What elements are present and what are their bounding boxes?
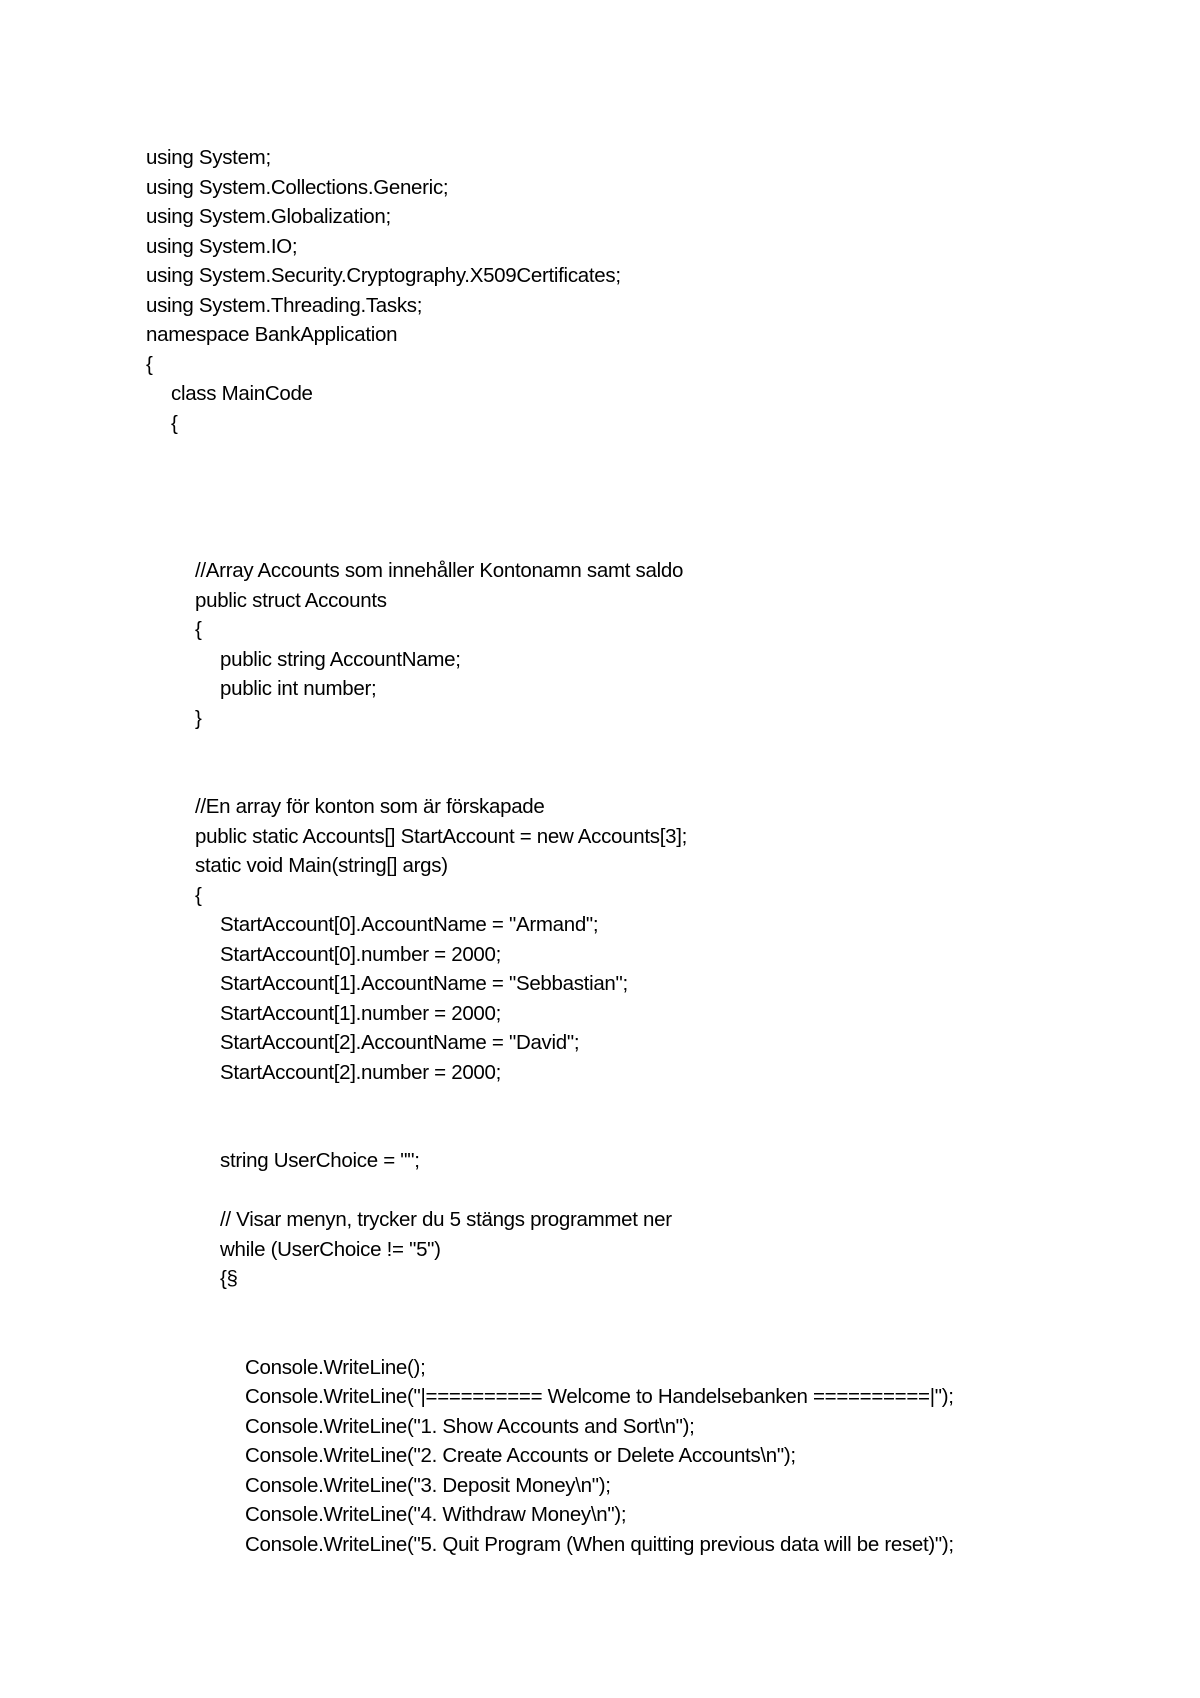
code-line: Console.WriteLine("1. Show Accounts and Sort\n"); (245, 1414, 695, 1438)
code-line: StartAccount[2].AccountName = "David"; (220, 1031, 580, 1054)
code-line: { (195, 618, 202, 641)
code-line: //En array för konton som är förskapade (195, 795, 545, 818)
code-line: { (146, 352, 153, 376)
code-line: //Array Accounts som innehåller Kontonamn samt saldo (195, 559, 684, 582)
code-line: public int number; (220, 677, 377, 700)
code-line: Console.WriteLine("4. Withdraw Money\n"); (245, 1503, 627, 1526)
code-line: Console.WriteLine("3. Deposit Money\n"); (245, 1473, 611, 1497)
code-line: public string AccountName; (220, 647, 461, 671)
code-line: class MainCode (171, 382, 313, 405)
code-line: static void Main(string[] args) (195, 854, 448, 877)
blank-line (146, 527, 1146, 557)
code-line: StartAccount[0].AccountName = "Armand"; (220, 913, 599, 936)
code-listing (146, 143, 1146, 1559)
blank-line (146, 1176, 1146, 1206)
code-line: using System; (146, 146, 271, 169)
code-line: while (UserChoice != "5") (220, 1237, 441, 1261)
code-line: } (195, 706, 202, 730)
blank-line (146, 1323, 1146, 1353)
code-line: // Visar menyn, trycker du 5 stängs programmet ner (220, 1208, 672, 1231)
code-line: public static Accounts[] StartAccount = new Accounts[3]; (195, 824, 687, 848)
code-line: { (171, 411, 178, 435)
code-line: StartAccount[1].AccountName = "Sebbastian"; (220, 972, 628, 995)
code-line: public struct Accounts (195, 588, 387, 612)
code-line: StartAccount[2].number = 2000; (220, 1060, 502, 1084)
code-line: using System.Security.Cryptography.X509Certificates; (146, 264, 621, 287)
blank-line (146, 1294, 1146, 1324)
blank-line (146, 763, 1146, 793)
code-line: string UserChoice = ""; (220, 1149, 420, 1172)
code-line: StartAccount[0].number = 2000; (220, 942, 502, 966)
code-line: StartAccount[1].number = 2000; (220, 1001, 502, 1025)
blank-line (146, 438, 1146, 468)
code-line: Console.WriteLine("5. Quit Program (When quitting previous data will be reset)"); (245, 1532, 954, 1556)
blank-line (146, 1087, 1146, 1117)
blank-line (146, 468, 1146, 498)
blank-line (146, 1117, 1146, 1147)
code-line: using System.IO; (146, 234, 298, 258)
code-line: Console.WriteLine("2. Create Accounts or Delete Accounts\n"); (245, 1444, 796, 1467)
code-line: { (195, 883, 202, 907)
code-line: using System.Collections.Generic; (146, 175, 449, 199)
code-line: namespace BankApplication (146, 323, 398, 346)
blank-line (146, 733, 1146, 763)
code-line: Console.WriteLine(); (245, 1355, 426, 1379)
code-line: using System.Globalization; (146, 205, 391, 228)
code-line: using System.Threading.Tasks; (146, 293, 423, 317)
code-line: {§ (220, 1267, 238, 1290)
code-line: Console.WriteLine("|========== Welcome to Handelsebanken ==========|"); (245, 1385, 954, 1408)
blank-line (146, 497, 1146, 527)
